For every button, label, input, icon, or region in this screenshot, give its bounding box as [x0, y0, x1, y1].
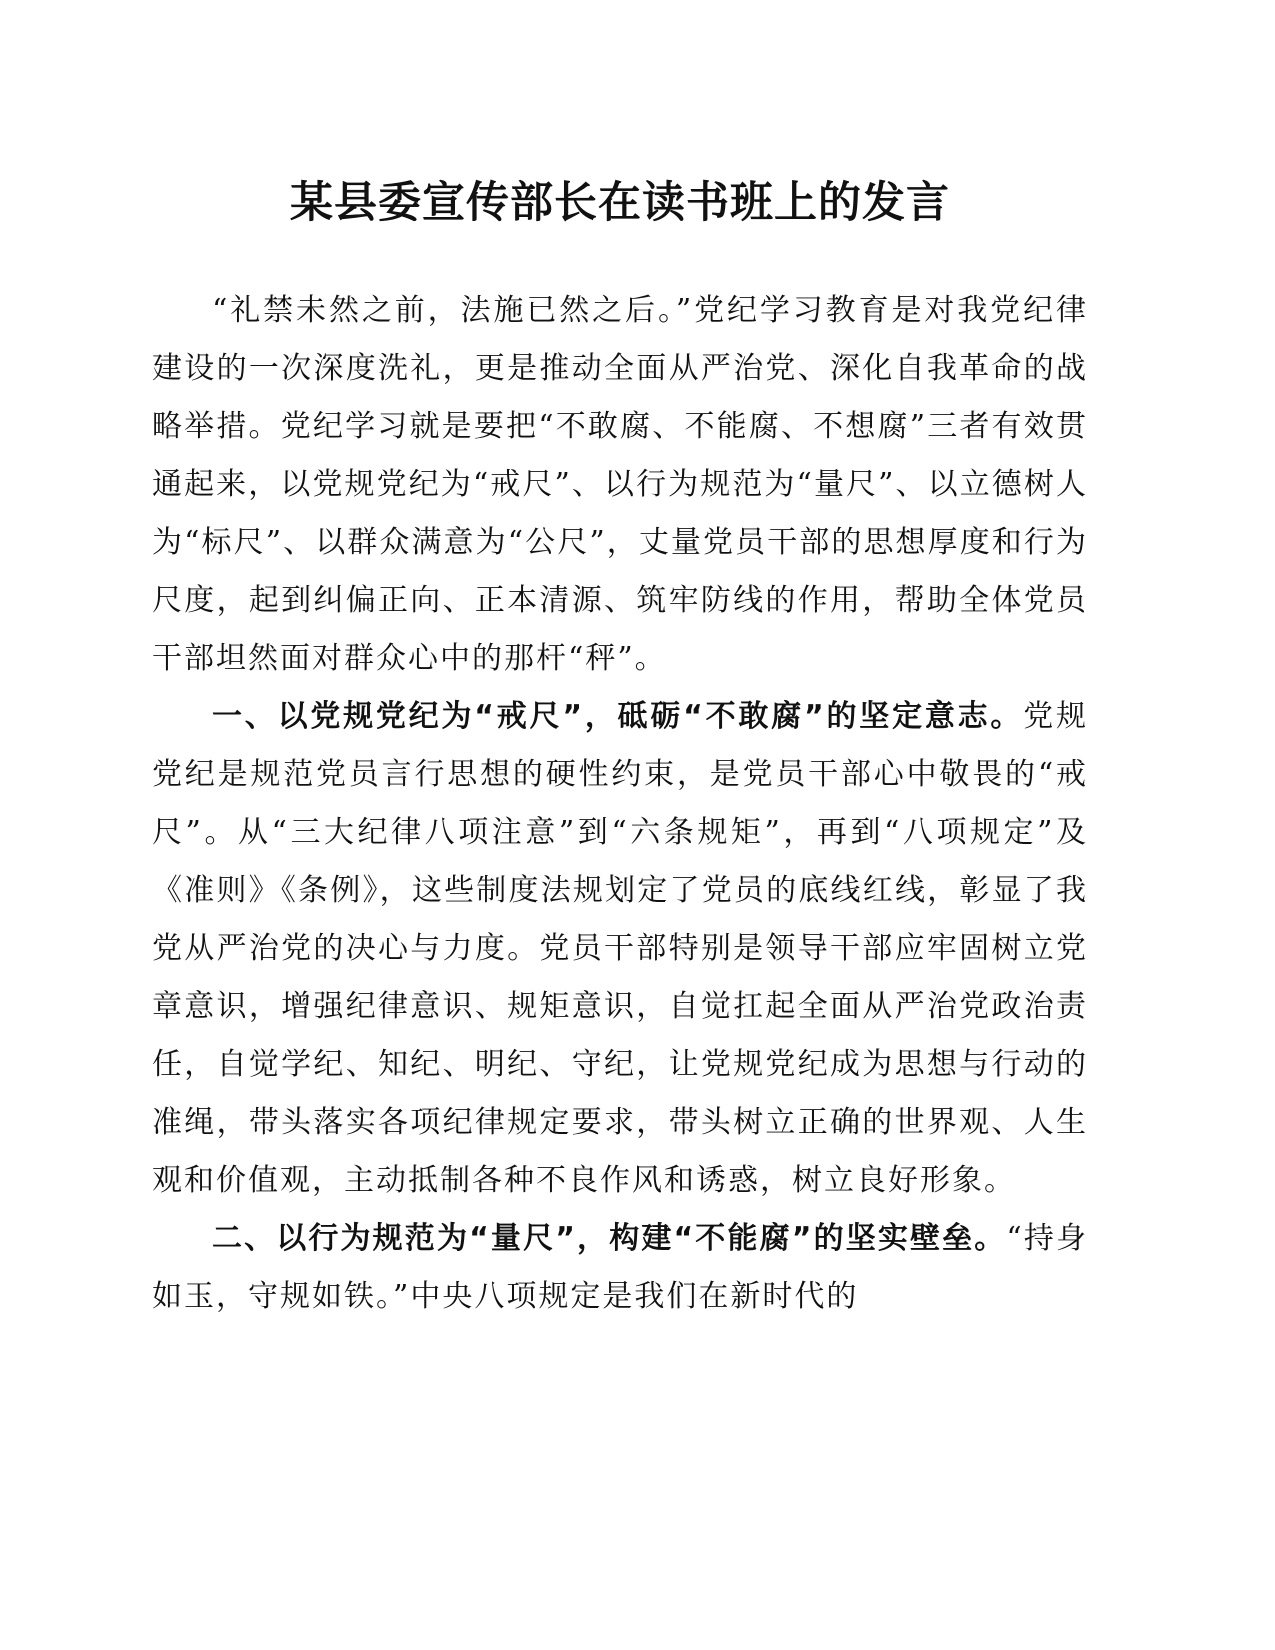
section-1-paragraph — [152, 688, 1088, 1210]
section-1-heading: 一、以党规党纪为“戒尺”，砥砺“不敢腐”的坚定意志。 — [212, 699, 1024, 734]
intro-paragraph: “礼禁未然之前，法施已然之后。”党纪学习教育是对我党纪律建设的一次深度洗礼，更是推动全面从严治党、深化自我革命的战略举措。党纪学习就是要把“不敢腐、不能腐、不想腐”三者有效贯通起来，以党规党纪为“戒尺”、以行为规范为“量尺”、以立德树人为“标尺”、以群众满意为“公尺”，丈量党员干部的思想厚度和行为尺度，起到纠偏正向、正本清源、筑牢防线的作用，帮助全体党员干部坦然面对群众心中的那杆“秤”。 — [152, 293, 1088, 676]
section-2-body: “持身如玉，守规如铁。”中央八项规定是我们在新时代的 — [152, 1221, 1088, 1314]
section-2-heading: 二、以行为规范为“量尺”，构建“不能腐”的坚实壁垒。 — [212, 1221, 1007, 1256]
section-2-paragraph — [152, 1210, 1088, 1326]
document-title: 某县委宣传部长在读书班上的发言 — [290, 178, 950, 228]
section-1-body: 党规党纪是规范党员言行思想的硬性约束，是党员干部心中敬畏的“戒尺”。从“三大纪律八项注意”到“六条规矩”，再到“八项规定”及《准则》《条例》，这些制度法规划定了党员的底线红线，彰显了我党从严治党的决心与力度。党员干部特别是领导干部应牢固树立党章意识，增强纪律意识、规矩意识，自觉扛起全面从严治党政治责任，自觉学纪、知纪、明纪、守纪，让党规党纪成为思想与行动的准绳，带头落实各项纪律规定要求，带头树立正确的世界观、人生观和价值观，主动抵制各种不良作风和诱惑，树立良好形象。 — [152, 699, 1089, 1198]
document-page — [152, 168, 1088, 1326]
